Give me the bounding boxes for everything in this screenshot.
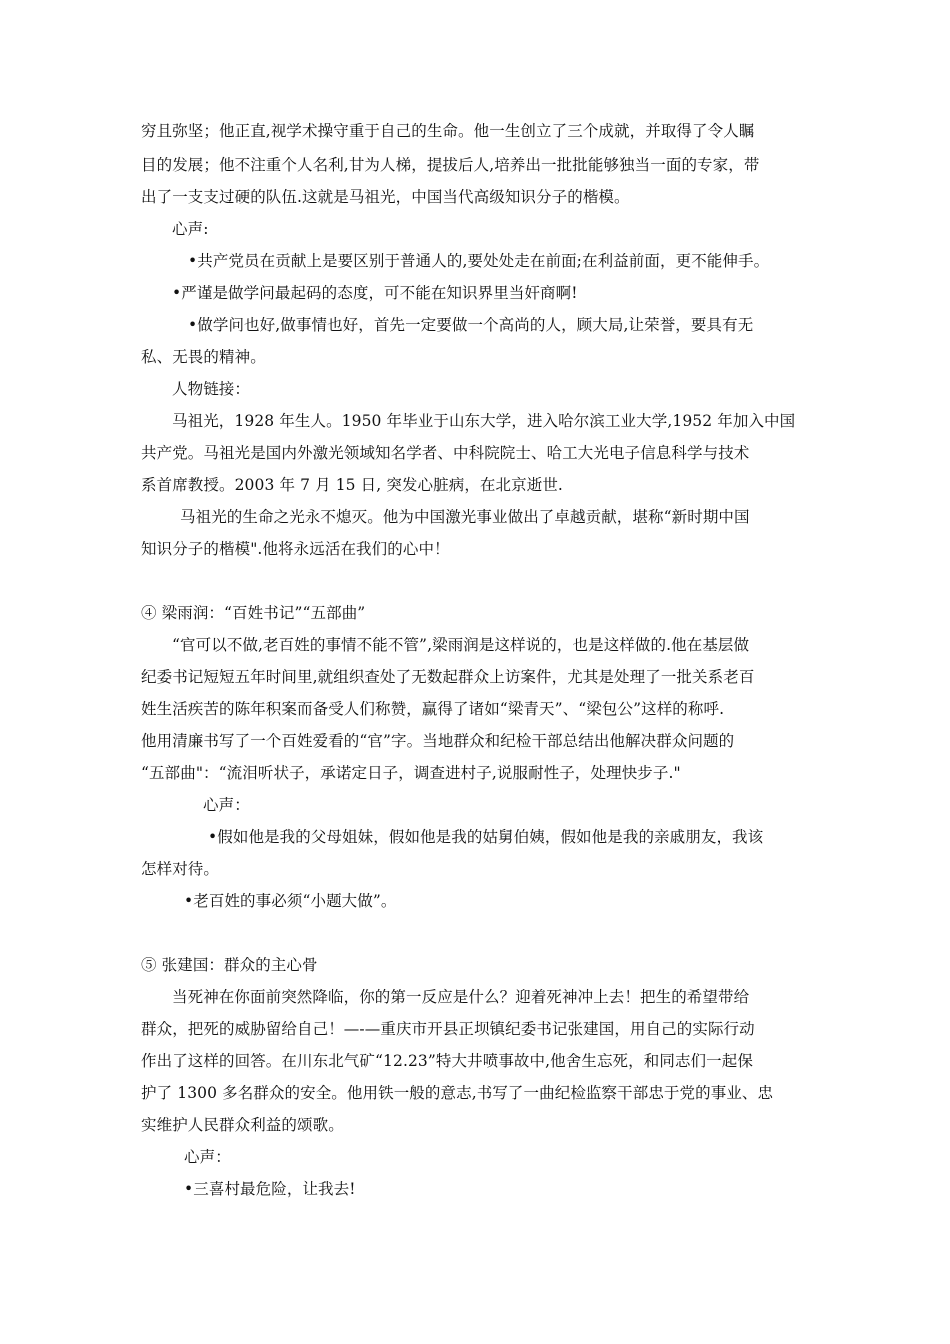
bullet-quote: •老百姓的事必须“小题大做”。 [184,892,397,910]
bullet-quote: •做学问也好,做事情也好，首先一定要做一个高尚的人，顾大局,让荣誉，要具有无 [188,316,754,334]
paragraph-line: 作出了这样的回答。在川东北气矿“12.23”特大井喷事故中,他舍生忘死，和同志们一起保 [141,1052,753,1070]
section-heading-zhang: ⑤ 张建国：群众的主心骨 [141,956,318,974]
paragraph-line: 穷且弥坚；他正直,视学术操守重于自己的生命。他一生创立了三个成就，并取得了令人瞩 [141,122,755,140]
paragraph-line: 群众，把死的威胁留给自己！—-—重庆市开县正坝镇纪委书记张建国，用自己的实际行动 [141,1020,755,1038]
paragraph-line: 马祖光，1928 年生人。1950 年毕业于山东大学，进入哈尔滨工业大学,1952 年加入中国 [172,412,796,430]
section-heading-liang: ④ 梁雨润：“百姓书记”“五部曲” [141,604,366,622]
bullet-quote: •共产党员在贡献上是要区别于普通人的,要处处走在前面;在利益前面，更不能伸手。 [188,252,770,270]
paragraph-line: 马祖光的生命之光永不熄灭。他为中国激光事业做出了卓越贡献，堪称“新时期中国 [180,508,750,526]
bullet-quote: •严谨是做学问最起码的态度，可不能在知识界里当奸商啊! [172,284,578,302]
bullet-quote: •三喜村最危险，让我去! [184,1180,356,1198]
heart-voice-heading: 心声： [203,796,250,814]
paragraph-line: “官可以不做,老百姓的事情不能不管”,梁雨润是这样说的，也是这样做的.他在基层做 [172,636,750,654]
paragraph-line: 私、无畏的精神。 [141,348,266,366]
paragraph-line: 当死神在你面前突然降临，你的第一反应是什么？迎着死神冲上去！把生的希望带给 [172,988,750,1006]
paragraph-line: 怎样对待。 [141,860,220,878]
paragraph-line: 纪委书记短短五年时间里,就组织查处了无数起群众上访案件，尤其是处理了一批关系老百 [141,668,755,686]
bullet-quote: •假如他是我的父母姐妹，假如他是我的姑舅伯姨，假如他是我的亲戚朋友，我该 [208,828,764,846]
paragraph-line: 出了一支支过硬的队伍.这就是马祖光，中国当代高级知识分子的楷模。 [141,188,630,206]
paragraph-line: “五部曲"：“流泪听状子，承诺定日子，调查进村子,说服耐性子，处理快步子." [141,764,681,782]
paragraph-line: 实维护人民群众利益的颂歌。 [141,1116,344,1134]
paragraph-line: 目的发展；他不注重个人名利,甘为人梯，提拔后人,培养出一批批能够独当一面的专家，带 [141,156,760,174]
heart-voice-heading: 心声: [172,220,209,238]
paragraph-line: 姓生活疾苦的陈年积案而备受人们称赞，赢得了诸如“梁青天”、“梁包公”这样的称呼. [141,700,725,718]
paragraph-line: 系首席教授。2003 年 7 月 15 日, 突发心脏病，在北京逝世. [141,476,563,494]
paragraph-line: 知识分子的楷模".他将永远活在我们的心中！ [141,540,450,558]
person-link-heading: 人物链接： [172,380,251,398]
paragraph-line: 共产党。马祖光是国内外激光领域知名学者、中科院院士、哈工大光电子信息科学与技术 [141,444,750,462]
heart-voice-heading: 心声： [184,1148,231,1166]
paragraph-line: 护了 1300 多名群众的安全。他用铁一般的意志,书写了一曲纪检监察干部忠于党的事业、忠 [141,1084,774,1102]
paragraph-line: 他用清廉书写了一个百姓爱看的“官”字。当地群众和纪检干部总结出他解决群众问题的 [141,732,735,750]
